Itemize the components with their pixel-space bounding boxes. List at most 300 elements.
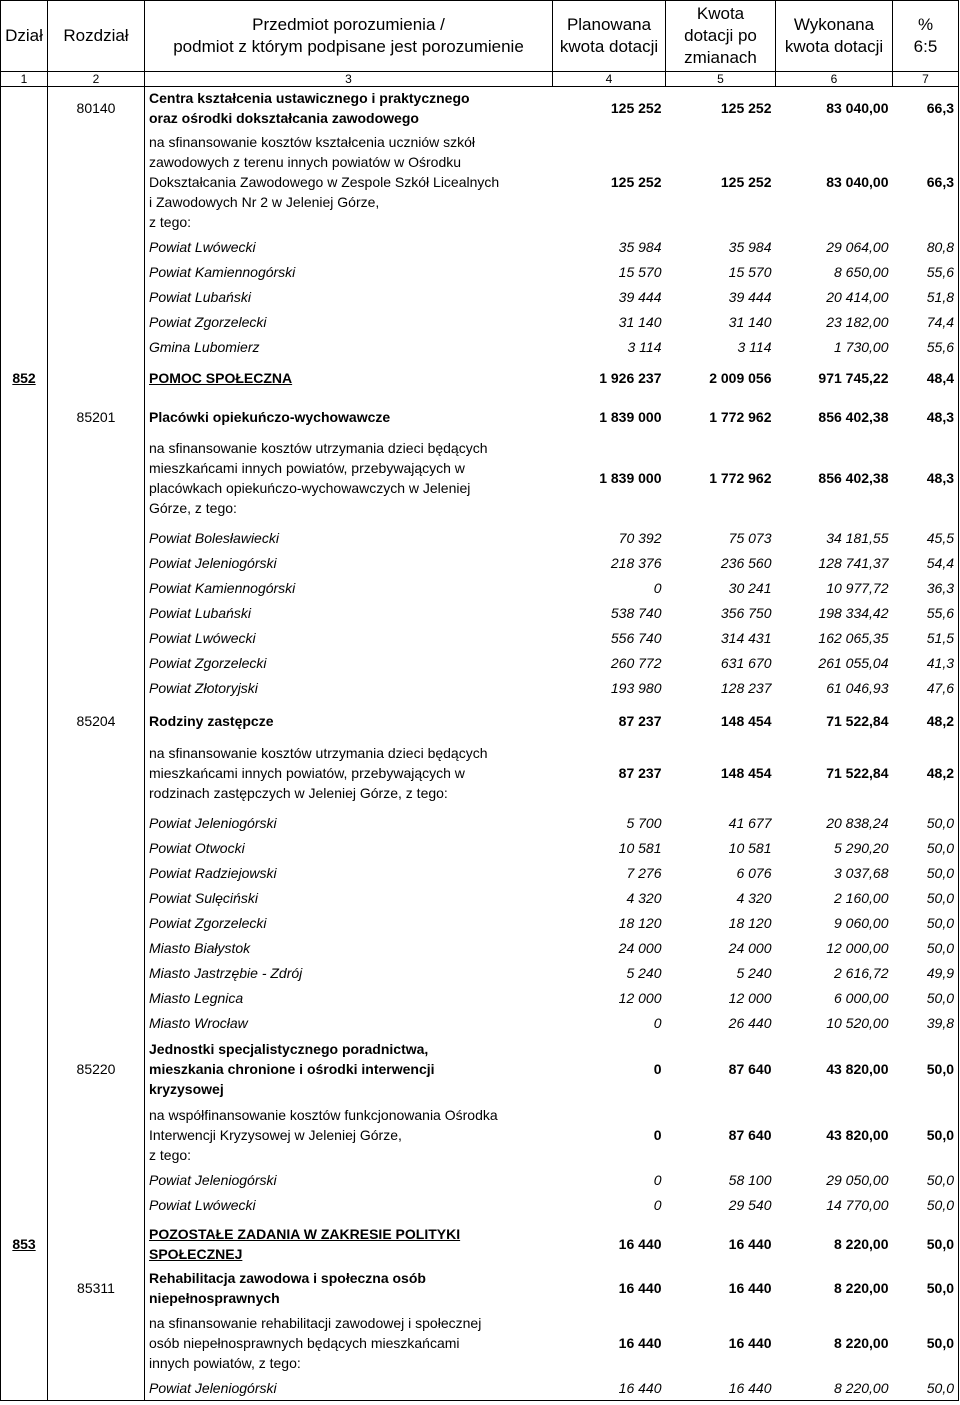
- plan-value: 70 392: [618, 530, 662, 546]
- item-row-line: Powiat Jeleniogórski: [149, 815, 277, 831]
- executed-value: 83 040,00: [826, 173, 889, 190]
- plan-value: 0: [653, 1060, 662, 1077]
- after-change-value: 15 570: [728, 264, 772, 280]
- item-row-line: Powiat Zgorzelecki: [149, 915, 267, 931]
- percent-value: 55,6: [893, 335, 959, 360]
- desc-80140-row-line: Dokształcania Zawodowego w Zespole Szkół Licealnych: [149, 173, 500, 190]
- plan-value: 218 376: [610, 555, 662, 571]
- item-row: [1, 310, 959, 335]
- dzial-cell: [1, 836, 48, 861]
- after-change-value: 18 120: [728, 915, 772, 931]
- desc-80140-row: [1, 129, 959, 235]
- plan-value: 193 980: [610, 680, 662, 696]
- item-row-line: Powiat Zgorzelecki: [149, 655, 267, 671]
- percent-value: 50,0: [893, 811, 959, 836]
- after-change-value: 3 114: [737, 339, 772, 355]
- dzial-cell: [1, 430, 48, 526]
- dzial-cell: [1, 1376, 48, 1401]
- executed-value: 198 334,42: [818, 605, 889, 621]
- rozdzial-cell: [48, 310, 145, 335]
- rozdzial-85220-row-line: mieszkania chronione i ośrodki interwencji: [149, 1060, 435, 1077]
- item-row: [1, 961, 959, 986]
- rozdzial-cell: [48, 551, 145, 576]
- item-row: [1, 1193, 959, 1218]
- description-cell: [145, 1222, 553, 1266]
- rozdzial-cell: [48, 626, 145, 651]
- rozdzial-cell: [48, 986, 145, 1011]
- item-row: [1, 551, 959, 576]
- percent-value: 49,9: [893, 961, 959, 986]
- description-cell: [145, 1168, 553, 1193]
- dzial-cell: [1, 861, 48, 886]
- executed-value: 43 820,00: [826, 1060, 889, 1077]
- rozdzial-cell: 85220: [48, 1036, 145, 1102]
- executed-value: 43 820,00: [826, 1126, 889, 1143]
- executed-value: 29 050,00: [826, 1172, 889, 1188]
- percent-value: 51,8: [893, 285, 959, 310]
- executed-value: 2 616,72: [834, 965, 889, 981]
- item-row: [1, 1168, 959, 1193]
- executed-value: 971 745,22: [818, 370, 889, 386]
- percent-value: 50,0: [893, 936, 959, 961]
- item-row: [1, 911, 959, 936]
- dzial-cell: [1, 811, 48, 836]
- dzial-cell: [1, 1310, 48, 1376]
- after-change-value: 148 454: [720, 712, 772, 729]
- desc-85311-row-line: innych powiatów, z tego:: [149, 1354, 301, 1371]
- dzial-cell: [1, 961, 48, 986]
- rozdzial-cell: [48, 285, 145, 310]
- desc-85311-row-line: na sfinansowanie rehabilitacji zawodowej i społecznej: [149, 1314, 482, 1331]
- rozdzial-cell: [48, 1168, 145, 1193]
- dzial-cell: [1, 1102, 48, 1168]
- header-wykonana-l2: kwota dotacji: [784, 37, 884, 56]
- after-change-value: 16 440: [666, 1376, 776, 1401]
- after-change-value: 1 772 962: [709, 409, 772, 425]
- executed-value: 5 290,20: [834, 840, 889, 856]
- rozdzial-cell: [48, 1011, 145, 1036]
- description-cell: [145, 260, 553, 285]
- dzial-cell: [1, 886, 48, 911]
- plan-value: 0: [653, 1197, 662, 1213]
- spacer-row: [1, 391, 959, 405]
- description-cell: [145, 366, 553, 391]
- description-cell: [145, 235, 553, 260]
- description-cell: [145, 87, 553, 129]
- item-row-line: Miasto Wrocław: [149, 1015, 248, 1031]
- dzial-853-row-line: POZOSTAŁE ZADANIA W ZAKRESIE POLITYKI: [149, 1225, 461, 1242]
- dzial-cell: [1, 1266, 48, 1310]
- description-cell: [145, 1102, 553, 1168]
- percent-value: 48,2: [893, 736, 959, 811]
- desc-85220-row-line: na współfinansowanie kosztów funkcjonowania Ośrodka: [149, 1106, 498, 1123]
- dzial-cell: [1, 576, 48, 601]
- plan-value: 39 444: [618, 289, 662, 305]
- rozdzial-cell: [48, 391, 145, 405]
- executed-value: 9 060,00: [834, 915, 889, 931]
- executed-value: 8 650,00: [834, 264, 889, 280]
- rozdzial-cell: [48, 861, 145, 886]
- percent-value: 48,3: [893, 430, 959, 526]
- executed-value: 83 040,00: [826, 99, 889, 116]
- description-cell: [145, 129, 553, 235]
- percent-value: 50,0: [893, 861, 959, 886]
- rozdzial-cell: [48, 260, 145, 285]
- header-procent: [893, 1, 959, 72]
- dzial-cell: [1, 706, 48, 736]
- desc-85220-row: [1, 1102, 959, 1168]
- header-kwota-l1: Kwota: [696, 4, 745, 23]
- description-cell: [145, 961, 553, 986]
- description-cell: [145, 986, 553, 1011]
- table-body: [1, 87, 959, 1401]
- item-row: [1, 651, 959, 676]
- plan-value: 260 772: [610, 655, 662, 671]
- dzial-cell: [1, 129, 48, 235]
- description-cell: [145, 861, 553, 886]
- after-change-value: 2 009 056: [709, 370, 772, 386]
- desc-85201-row-line: na sfinansowanie kosztów utrzymania dzieci będących: [149, 439, 488, 456]
- desc-85201-row-line: placówkach opiekuńczo-wychowawczych w Jeleniej: [149, 479, 471, 496]
- dzial-cell: [1, 1036, 48, 1102]
- header-kwota-l3: zmianach: [684, 48, 757, 67]
- executed-value: 23 182,00: [826, 314, 889, 330]
- dzial-852-row: [1, 366, 959, 391]
- col-number: 3: [145, 72, 553, 87]
- dzial-cell: [1, 986, 48, 1011]
- rozdzial-cell: [48, 129, 145, 235]
- description-cell: [145, 676, 553, 701]
- executed-value: 10 977,72: [826, 580, 889, 596]
- percent-value: 50,0: [893, 1193, 959, 1218]
- description-cell: [145, 911, 553, 936]
- header-planowana-l1: Planowana: [566, 15, 652, 34]
- executed-value: 71 522,84: [826, 765, 889, 781]
- item-row-line: Miasto Legnica: [149, 990, 244, 1006]
- after-change-value: 148 454: [720, 765, 772, 781]
- rozdzial-80140-row-line: Centra kształcenia ustawicznego i praktycznego: [149, 89, 470, 106]
- description-cell: [145, 936, 553, 961]
- after-change-value: 125 252: [720, 173, 772, 190]
- header-wykonana: [776, 1, 893, 72]
- plan-value: 87 237: [618, 765, 662, 781]
- rozdzial-85311-row-line: Rehabilitacja zawodowa i społeczna osób: [149, 1269, 426, 1286]
- item-row: [1, 235, 959, 260]
- item-row-line: Gmina Lubomierz: [149, 339, 260, 355]
- percent-value: 50,0: [893, 1310, 959, 1376]
- item-row-line: Powiat Radziejowski: [149, 865, 277, 881]
- item-row-line: Powiat Bolesławiecki: [149, 530, 279, 546]
- executed-value: 61 046,93: [826, 680, 889, 696]
- dzial-cell: [1, 235, 48, 260]
- item-row-line: Powiat Lubański: [149, 289, 251, 305]
- percent-value: 51,5: [893, 626, 959, 651]
- after-change-value: 236 560: [720, 555, 772, 571]
- dzial-852-row-line: POMOC SPOŁECZNA: [149, 370, 293, 386]
- rozdzial-cell: [48, 1376, 145, 1401]
- col-number: 6: [776, 72, 893, 87]
- rozdzial-cell: 85204: [48, 706, 145, 736]
- header-kwota-l2: dotacji po: [684, 26, 757, 45]
- rozdzial-cell: [48, 1310, 145, 1376]
- percent-value: 48,2: [893, 706, 959, 736]
- item-row: [1, 285, 959, 310]
- rozdzial-80140-row: [1, 87, 959, 129]
- rozdzial-85220-row-line: Jednostki specjalistycznego poradnictwa,: [149, 1040, 429, 1057]
- plan-value: 5 240: [626, 965, 662, 981]
- dzial-cell: [1, 1193, 48, 1218]
- header-planowana: [553, 1, 666, 72]
- after-change-value: 16 440: [728, 1279, 772, 1296]
- after-change-value: 10 581: [728, 840, 772, 856]
- header-dzial: Dział: [1, 1, 48, 72]
- column-numbers-row: [1, 72, 959, 87]
- dzial-cell: [1, 736, 48, 811]
- plan-value: 87 237: [618, 712, 662, 729]
- dzial-cell: [1, 1168, 48, 1193]
- executed-value: 162 065,35: [818, 630, 889, 646]
- after-change-value: 16 440: [728, 1334, 772, 1351]
- plan-value: 538 740: [610, 605, 662, 621]
- desc-85201-row-line: Górze, z tego:: [149, 499, 237, 516]
- dzial-cell: [1, 285, 48, 310]
- executed-value: 8 220,00: [776, 1376, 893, 1401]
- dzial-cell: [1, 911, 48, 936]
- item-row-line: Powiat Lwówecki: [149, 239, 256, 255]
- executed-value: 14 770,00: [826, 1197, 889, 1213]
- rozdzial-85311-row-line: niepełnosprawnych: [149, 1289, 280, 1306]
- description-cell: [145, 405, 553, 430]
- desc-85220-row-line: Interwencji Kryzysowej w Jeleniej Górze,: [149, 1126, 402, 1143]
- description-cell: [145, 706, 553, 736]
- dzial-cell: [1, 551, 48, 576]
- item-row: [1, 626, 959, 651]
- plan-value: 18 120: [618, 915, 662, 931]
- item-row: [1, 601, 959, 626]
- rozdzial-cell: [48, 911, 145, 936]
- plan-value: 5 700: [626, 815, 662, 831]
- item-row-line: Powiat Otwocki: [149, 840, 245, 856]
- rozdzial-cell: [48, 886, 145, 911]
- plan-value: 24 000: [618, 940, 662, 956]
- executed-value: 261 055,04: [818, 655, 889, 671]
- item-row-line: Powiat Złotoryjski: [149, 680, 258, 696]
- plan-value: 4 320: [626, 890, 662, 906]
- header-przedmiot-l2: podmiot z którym podpisane jest porozumienie: [173, 37, 524, 56]
- description-cell: [145, 886, 553, 911]
- item-row-line: Miasto Jastrzębie - Zdrój: [149, 965, 303, 981]
- header-kwota-po-zmianach: [666, 1, 776, 72]
- description-cell: [145, 526, 553, 551]
- after-change-value: 12 000: [728, 990, 772, 1006]
- rozdzial-85201-row-line: Placówki opiekuńczo-wychowawcze: [149, 409, 391, 425]
- description-cell: [145, 310, 553, 335]
- item-row: [1, 836, 959, 861]
- percent-value: 74,4: [893, 310, 959, 335]
- after-change-value: 39 444: [728, 289, 772, 305]
- executed-value: [776, 391, 893, 405]
- percent-value: 50,0: [893, 986, 959, 1011]
- item-row-line: Powiat Kamiennogórski: [149, 580, 296, 596]
- item-row: [1, 260, 959, 285]
- description-cell: [145, 811, 553, 836]
- after-change-value: 29 540: [728, 1197, 772, 1213]
- rozdzial-85204-row-line: Rodziny zastępcze: [149, 712, 274, 729]
- item-row: [1, 1011, 959, 1036]
- item-row: [1, 335, 959, 360]
- desc-85311-row-line: osób niepełnosprawnych będących mieszkańcami: [149, 1334, 460, 1351]
- dzial-cell: [1, 260, 48, 285]
- header-procent-l2: 6:5: [913, 37, 938, 56]
- dzial-cell: [1, 391, 48, 405]
- percent-value: 50,0: [893, 836, 959, 861]
- executed-value: 6 000,00: [834, 990, 889, 1006]
- item-row-line: Powiat Zgorzelecki: [149, 314, 267, 330]
- description-cell: [145, 601, 553, 626]
- description-cell: [145, 736, 553, 811]
- item-row-line: Powiat Sulęciński: [149, 890, 258, 906]
- executed-value: 8 220,00: [834, 1235, 889, 1252]
- percent-value: 66,3: [893, 129, 959, 235]
- dzial-cell: [1, 310, 48, 335]
- description-cell: [145, 430, 553, 526]
- plan-value: 0: [653, 1172, 662, 1188]
- header-wykonana-l1: Wykonana: [793, 15, 875, 34]
- dzial-cell: [1, 87, 48, 129]
- desc-85201-row: [1, 430, 959, 526]
- rozdzial-cell: [48, 811, 145, 836]
- desc-80140-row-line: na sfinansowanie kosztów kształcenia uczniów szkół: [149, 133, 476, 150]
- description-cell: [145, 1376, 553, 1401]
- after-change-value: 631 670: [720, 655, 772, 671]
- after-change-value: 6 076: [736, 865, 772, 881]
- plan-value: 3 114: [627, 339, 662, 355]
- percent-value: 55,6: [893, 601, 959, 626]
- desc-85311-row: [1, 1310, 959, 1376]
- after-change-value: 41 677: [728, 815, 772, 831]
- rozdzial-cell: [48, 961, 145, 986]
- rozdzial-85220-row: [1, 1036, 959, 1102]
- rozdzial-cell: [48, 676, 145, 701]
- item-row: [1, 861, 959, 886]
- percent-value: 41,3: [893, 651, 959, 676]
- after-change-value: 30 241: [728, 580, 772, 596]
- plan-value: 0: [653, 1015, 662, 1031]
- dzial-cell: [1, 676, 48, 701]
- rozdzial-cell: [48, 576, 145, 601]
- after-change-value: 314 431: [720, 630, 772, 646]
- percent-value: 50,0: [893, 911, 959, 936]
- percent-value: 50,0: [893, 1266, 959, 1310]
- rozdzial-cell: 85201: [48, 405, 145, 430]
- after-change-value: 5 240: [736, 965, 772, 981]
- dzial-cell: [1, 405, 48, 430]
- item-row: [1, 526, 959, 551]
- plan-value: 12 000: [618, 990, 662, 1006]
- percent-value: 66,3: [893, 87, 959, 129]
- rozdzial-85204-row: [1, 706, 959, 736]
- executed-value: 1 730,00: [834, 339, 889, 355]
- after-change-value: 87 640: [728, 1126, 772, 1143]
- plan-value: 16 440: [618, 1235, 662, 1252]
- dzial-cell: [1, 651, 48, 676]
- percent-value: 39,8: [893, 1011, 959, 1036]
- rozdzial-cell: [48, 1222, 145, 1266]
- description-cell: [145, 1193, 553, 1218]
- plan-value: 35 984: [618, 239, 662, 255]
- item-row-line: Powiat Lwówecki: [149, 1197, 256, 1213]
- rozdzial-cell: [48, 430, 145, 526]
- percent-value: 47,6: [893, 676, 959, 701]
- description-cell: [145, 551, 553, 576]
- item-row-line: Powiat Lubański: [149, 605, 251, 621]
- desc-85204-row-line: rodzinach zastępczych w Jeleniej Górze, z tego:: [149, 785, 448, 801]
- executed-value: 10 520,00: [826, 1015, 889, 1031]
- description-cell: [145, 391, 553, 405]
- after-change-value: 125 252: [720, 99, 772, 116]
- rozdzial-cell: [48, 366, 145, 391]
- header-przedmiot-l1: Przedmiot porozumienia /: [252, 15, 445, 34]
- plan-value: 15 570: [618, 264, 662, 280]
- description-cell: [145, 1266, 553, 1310]
- col-number: 5: [666, 72, 776, 87]
- col-number: 7: [893, 72, 959, 87]
- executed-value: 856 402,38: [818, 469, 889, 486]
- percent-value: 80,8: [893, 235, 959, 260]
- item-row-line: Powiat Lwówecki: [149, 630, 256, 646]
- executed-value: 8 220,00: [834, 1334, 889, 1351]
- description-cell: [145, 626, 553, 651]
- col-number: 1: [1, 72, 48, 87]
- desc-80140-row-line: i Zawodowych Nr 2 w Jeleniej Górze,: [149, 193, 380, 210]
- dzial-cell: [1, 936, 48, 961]
- item-row-line: Powiat Jeleniogórski: [149, 1172, 277, 1188]
- executed-value: 29 064,00: [826, 239, 889, 255]
- item-row: [1, 986, 959, 1011]
- plan-value: 16 440: [553, 1376, 666, 1401]
- description-cell: [145, 1310, 553, 1376]
- item-row-line: Powiat Jeleniogórski: [149, 555, 277, 571]
- rozdzial-cell: [48, 736, 145, 811]
- percent-value: 50,0: [893, 886, 959, 911]
- desc-85204-row: [1, 736, 959, 811]
- executed-value: 71 522,84: [826, 712, 889, 729]
- after-change-value: 58 100: [728, 1172, 772, 1188]
- percent-value: 48,4: [893, 366, 959, 391]
- plan-value: 16 440: [618, 1334, 662, 1351]
- dzial-853-row-line: SPOŁECZNEJ: [149, 1245, 243, 1262]
- desc-85204-row-line: mieszkańcami innych powiatów, przebywających w: [149, 765, 465, 781]
- description-cell: [145, 836, 553, 861]
- rozdzial-cell: [48, 1193, 145, 1218]
- plan-value: 10 581: [618, 840, 662, 856]
- dzial-853-row: [1, 1222, 959, 1266]
- percent-value: 45,5: [893, 526, 959, 551]
- after-change-value: 24 000: [728, 940, 772, 956]
- rozdzial-cell: [48, 836, 145, 861]
- col-number: 2: [48, 72, 145, 87]
- percent-value: 50,0: [893, 1036, 959, 1102]
- executed-value: 20 414,00: [826, 289, 889, 305]
- desc-80140-row-line: z tego:: [149, 213, 192, 230]
- rozdzial-cell: 85311: [48, 1266, 145, 1310]
- plan-value: 125 252: [610, 99, 662, 116]
- rozdzial-85201-row: [1, 405, 959, 430]
- after-change-value: 87 640: [728, 1060, 772, 1077]
- after-change-value: 26 440: [728, 1015, 772, 1031]
- description-cell: [145, 285, 553, 310]
- plan-value: 1 926 237: [599, 370, 662, 386]
